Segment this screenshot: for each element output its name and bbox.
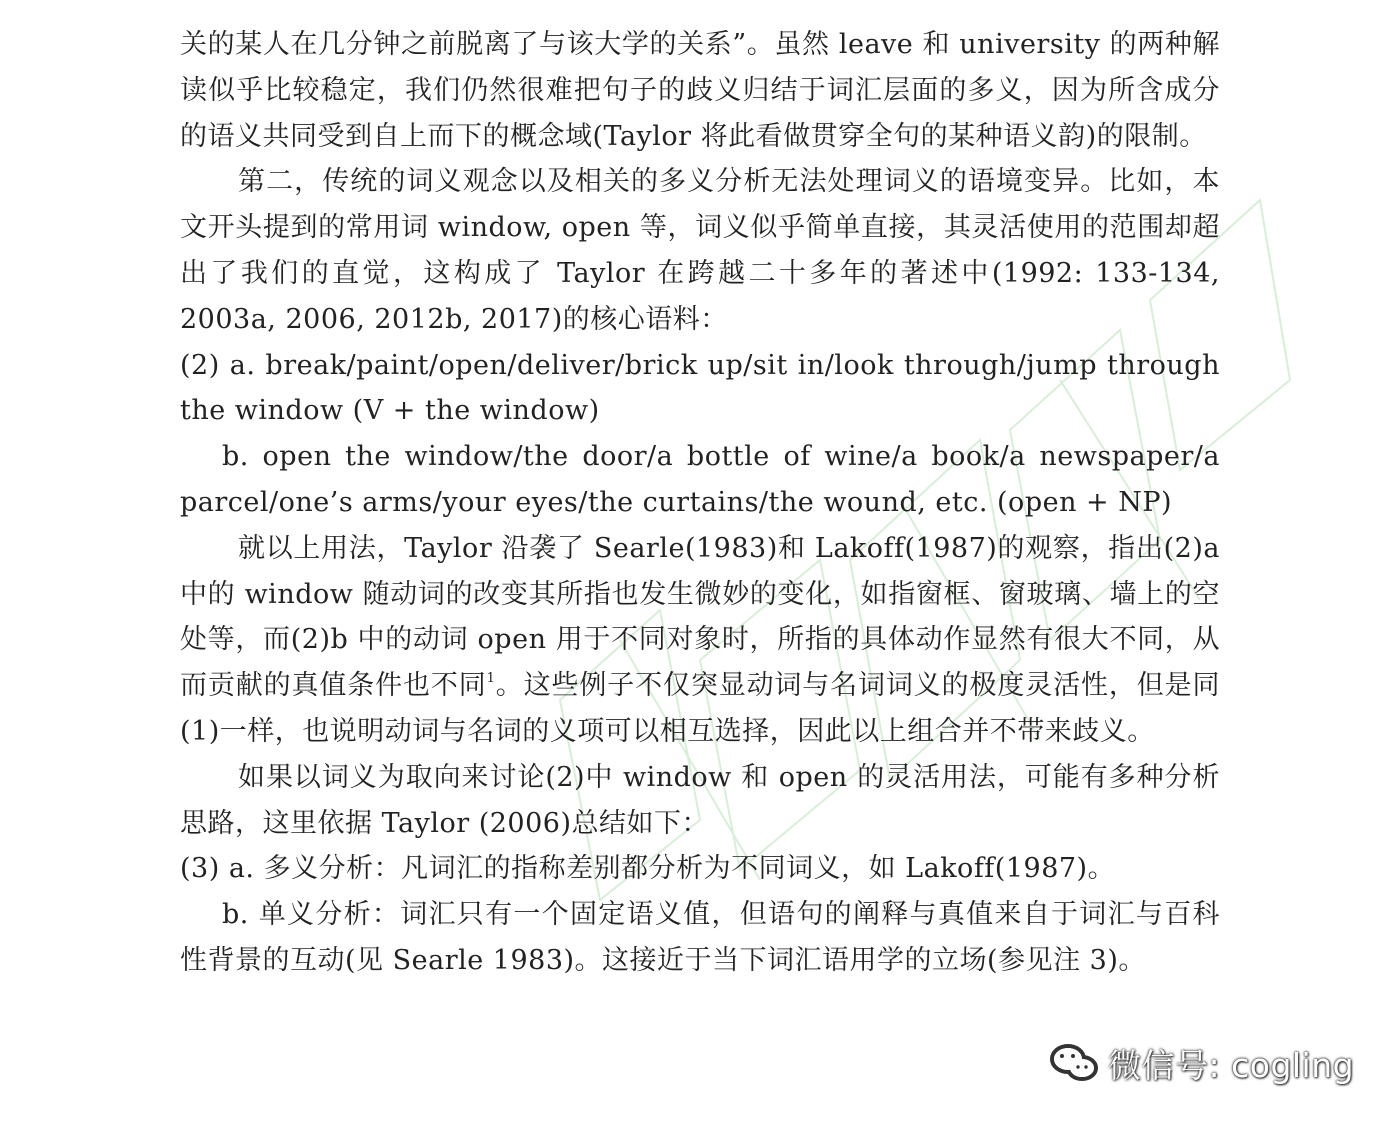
paragraph-analysis-intro: 如果以词义为取向来讨论(2)中 window 和 open 的灵活用法，可能有多种分析思路，这里依据 Taylor (2006)总结如下： — [180, 761, 1220, 839]
paragraph-taylor-observation — [180, 526, 1220, 755]
footnote-marker: 1 — [486, 671, 496, 687]
example-3b: b. 单义分析：词汇只有一个固定语义值，但语句的阐释与真值来自于词汇与百科性背景的互动(见 Searle 1983)。这接近于当下词汇语用学的立场(参见注 3)。 — [180, 899, 1220, 976]
example-3a: (3) a. 多义分析：凡词汇的指称差别都分析为不同词义，如 Lakoff(1987)。 — [180, 853, 1116, 885]
example-2b: b. open the window/the door/a bottle of wine/a book/a newspaper/a parcel/one’s arms/your eyes/the curtains/the wound, etc. (open + NP) — [180, 441, 1220, 518]
wechat-id-label: 微信号: cogling — [1108, 1045, 1355, 1085]
wechat-watermark — [1048, 1038, 1354, 1088]
paragraph-taylor-observation-text: 就以上用法，Taylor 沿袭了 Searle(1983)和 Lakoff(1987)的观察，指出(2)a 中的 window 随动词的改变其所指也发生微妙的变化，如指窗框、窗玻璃、墙上的空处等，而(2)b 中的动词 open 用于不同对象时，所指的具体动作显然有很大不同，从而贡献的真值条件也不同 — [180, 532, 1220, 702]
example-2a: (2) a. break/paint/open/deliver/brick up/sit in/look through/jump through the window (V + the window) — [180, 349, 1220, 427]
paragraph-taylor-observation-tail: 。这些例子不仅突显动词与名词词义的极度灵活性，但是同(1)一样，也说明动词与名词的义项可以相互选择，因此以上组合并不带来歧义。 — [180, 670, 1220, 747]
wechat-icon — [1048, 1041, 1100, 1085]
article-body — [180, 22, 1220, 984]
paragraph-continuation: 关的某人在几分钟之前脱离了与该大学的关系”。虽然 leave 和 university 的两种解读似乎比较稳定，我们仍然很难把句子的歧义归结于词汇层面的多义，因为所含成分的语义共同受到自上而下的概念域(Taylor 将此看做贯穿全句的某种语义韵)的限制。 — [180, 29, 1220, 152]
paragraph-second-point: 第二，传统的词义观念以及相关的多义分析无法处理词义的语境变异。比如，本文开头提到的常用词 window, open 等，词义似乎简单直接，其灵活使用的范围却超出了我们的直觉，这构成了 Taylor 在跨越二十多年的著述中(1992: 133-134, 2003a, 2006, 2012b, 2017)的核心语料： — [180, 166, 1220, 335]
